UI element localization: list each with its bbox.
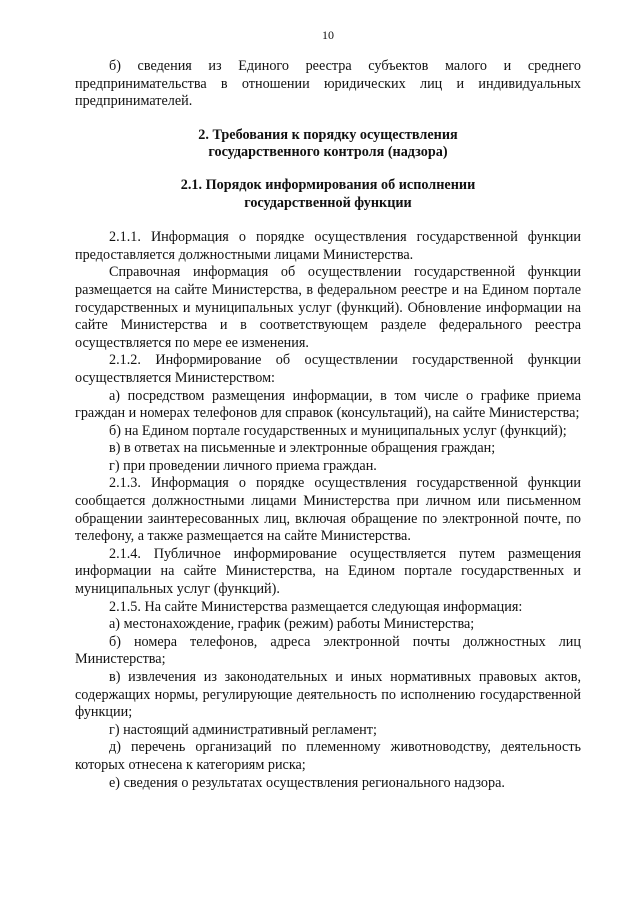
list-item-b: б) на Едином портале государственных и муниципальных услуг (функций);: [109, 422, 567, 439]
paragraph-2-1-4: 2.1.4. Публичное информирование осуществляется путем размещения информации на сайте Министерства, на Едином портале государственных и муниципальных услуг (функций).: [75, 545, 581, 598]
site-list-item-b: б) номера телефонов, адреса электронной почты должностных лиц Министерства;: [75, 633, 581, 668]
site-list-item-e: е) сведения о результатах осуществления регионального надзора.: [109, 774, 505, 791]
list-item-v: в) в ответах на письменные и электронные обращения граждан;: [109, 440, 496, 457]
list-item-a: а) посредством размещения информации, в том числе о графике приема граждан и номерах телефонов для справок (консультаций), на сайте Министерства;: [75, 387, 581, 422]
document-page: [75, 28, 581, 792]
site-list-item-d: д) перечень организаций по племенному животноводству, деятельность которых отнесена к категориям риска;: [75, 739, 581, 773]
subsection-heading: [75, 177, 581, 212]
intro-paragraph: б) сведения из Единого реестра субъектов малого и среднего предпринимательства в отношении юридических лиц и индивидуальных предпринимателей.: [75, 58, 581, 110]
site-list-item-a: а) местонахождение, график (режим) работы Министерства;: [109, 616, 475, 633]
section-heading-line-1: 2. Требования к порядку осуществления: [198, 126, 458, 143]
subsection-heading-line-1: 2.1. Порядок информирования об исполнении: [180, 176, 476, 193]
list-item-g: г) при проведении личного приема граждан.: [109, 457, 377, 474]
paragraph-reference-info: Справочная информация об осуществлении государственной функции размещается на сайте Министерства, в федеральном реестре и на Едином портале государственных и муниципальных услуг (функций). Обновление информации на сайте Министерства и в соответствующем разделе федерального реестра осуществляется по мере ее изменения.: [75, 264, 581, 351]
site-list-item-v: в) извлечения из законодательных и иных нормативных правовых актов, содержащих нормы, регулирующие деятельность по исполнению государственной функции;: [75, 669, 581, 721]
paragraph-2-1-3: 2.1.3. Информация о порядке осуществления государственной функции сообщается должностными лицами Министерства при личном или письменном обращении заинтересованных лиц, включая обращение по электронной почте, по телефону, а также размещается на сайте Министерства.: [75, 475, 581, 545]
paragraph-2-1-5: 2.1.5. На сайте Министерства размещается следующая информация:: [109, 598, 523, 615]
paragraph-2-1-1: 2.1.1. Информация о порядке осуществления государственной функции предоставляется должностными лицами Министерства.: [75, 229, 581, 263]
paragraph-2-1-2: 2.1.2. Информирование об осуществлении государственной функции осуществляется Министерством:: [75, 352, 581, 386]
page-number: 10: [322, 28, 334, 42]
section-heading-line-2: государственного контроля (надзора): [208, 144, 448, 161]
section-heading: [75, 127, 581, 162]
site-list-item-g: г) настоящий административный регламент;: [109, 721, 377, 738]
subsection-heading-line-2: государственной функции: [244, 194, 412, 211]
